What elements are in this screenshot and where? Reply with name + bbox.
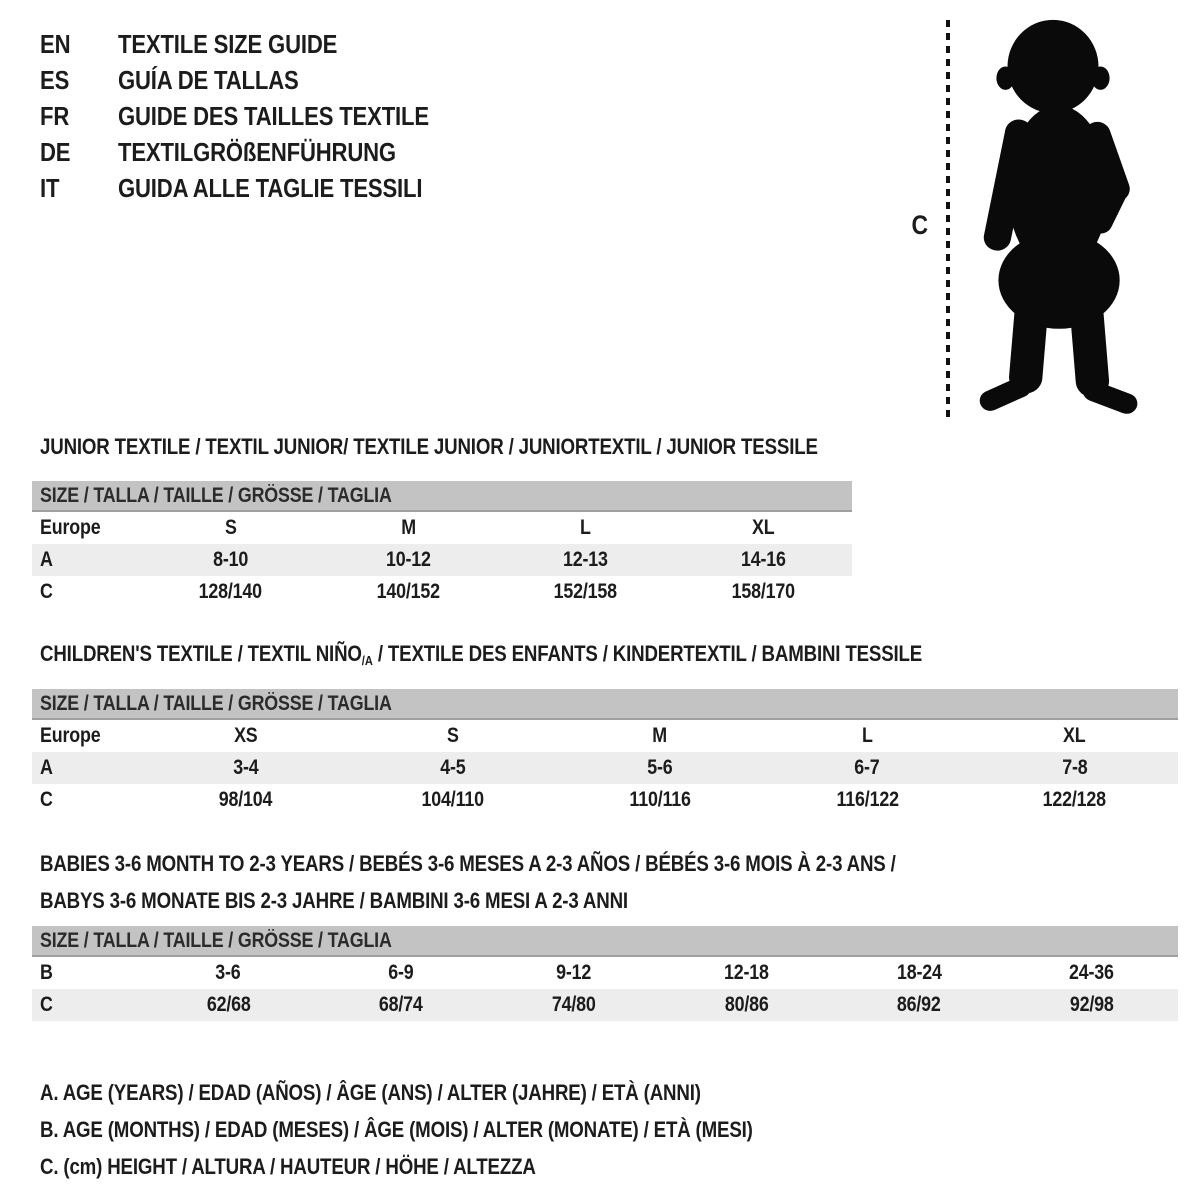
height-dashed-line xyxy=(946,20,950,422)
age-cell: 12-18 xyxy=(723,961,769,984)
babies-title-line1: BABIES 3-6 MONTH TO 2-3 YEARS / BEBÉS 3-6 MESES A 2-3 AÑOS / BÉBÉS 3-6 MOIS À 2-3 ANS / xyxy=(40,851,896,876)
height-cell: 158/170 xyxy=(731,580,795,603)
legend-text-c: C. (cm) HEIGHT / ALTURA / HAUTEUR / HÖHE / ALTEZZA xyxy=(40,1153,536,1179)
junior-section-title xyxy=(40,434,955,460)
babies-title-line2: BABYS 3-6 MONATE BIS 2-3 JAHRE / BAMBINI 3-6 MESI A 2-3 ANNI xyxy=(40,888,628,913)
language-code: EN xyxy=(40,28,71,59)
legend-text-b: B. AGE (MONTHS) / EDAD (MESES) / ÂGE (MOIS) / ALTER (MONATE) / ETÀ (MESI) xyxy=(40,1116,753,1142)
height-cell: 92/98 xyxy=(1069,993,1114,1016)
size-cell: M xyxy=(400,516,416,539)
table-row-age xyxy=(32,752,1178,784)
age-cell: 6-9 xyxy=(388,961,414,984)
age-cell: 4-5 xyxy=(440,756,466,779)
age-cell: 3-4 xyxy=(232,756,259,779)
size-cell: M xyxy=(652,724,668,747)
age-cell: 8-10 xyxy=(213,548,249,571)
guide-title-fr: GUIDE DES TAILLES TEXTILE xyxy=(118,100,429,131)
size-header-text: SIZE / TALLA / TAILLE / GRÖSSE / TAGLIA xyxy=(40,691,392,715)
height-cell: 122/128 xyxy=(1042,788,1107,811)
guide-title-it: GUIDA ALLE TAGLIE TESSILI xyxy=(118,172,423,203)
language-code: DE xyxy=(40,136,71,167)
children-title-pre: CHILDREN'S TEXTILE / TEXTIL NIÑO xyxy=(40,641,362,666)
legend-line-a xyxy=(40,1074,878,1111)
baby-silhouette-icon xyxy=(958,16,1150,424)
row-label-cell: Europe xyxy=(40,724,101,747)
size-header-bar xyxy=(32,481,852,512)
age-cell: 12-13 xyxy=(563,548,609,571)
age-cell: 10-12 xyxy=(385,548,431,571)
language-row-de xyxy=(40,134,484,170)
age-cell: 9-12 xyxy=(556,961,592,984)
height-cell: 86/92 xyxy=(897,993,941,1016)
legend-line-c xyxy=(40,1148,878,1185)
size-cell: XL xyxy=(1063,724,1086,747)
children-title-post: / TEXTILE DES ENFANTS / KINDERTEXTIL / BAMBINI TESSILE xyxy=(372,641,923,666)
height-cell: 80/86 xyxy=(724,993,769,1016)
babies-section-title xyxy=(40,845,1047,919)
children-section-title xyxy=(40,641,1078,667)
language-row-fr xyxy=(40,98,484,134)
row-label-cell: A xyxy=(40,548,53,571)
language-row-en xyxy=(40,26,484,62)
size-cell: S xyxy=(224,516,237,539)
age-cell: 24-36 xyxy=(1069,961,1115,984)
height-cell: 62/68 xyxy=(206,993,251,1016)
height-cell: 98/104 xyxy=(218,788,273,811)
height-cell: 140/152 xyxy=(376,580,440,603)
junior-section-title-text: JUNIOR TEXTILE / TEXTIL JUNIOR/ TEXTILE JUNIOR / JUNIORTEXTIL / JUNIOR TESSILE xyxy=(40,434,818,459)
language-code: IT xyxy=(40,172,60,203)
height-cell: 104/110 xyxy=(421,788,484,811)
row-label-cell: B xyxy=(40,961,53,984)
size-cell: XL xyxy=(752,516,775,539)
size-cell: S xyxy=(446,724,459,747)
age-cell: 18-24 xyxy=(896,961,942,984)
height-cell: 74/80 xyxy=(551,993,596,1016)
size-header-text: SIZE / TALLA / TAILLE / GRÖSSE / TAGLIA xyxy=(40,483,392,507)
table-row-age-months xyxy=(32,957,1178,989)
height-cell: 152/158 xyxy=(554,580,618,603)
row-label-cell: C xyxy=(40,788,53,811)
guide-title-es: GUÍA DE TALLAS xyxy=(118,64,299,95)
guide-title-de: TEXTILGRÖßENFÜHRUNG xyxy=(118,136,396,167)
size-cell: XS xyxy=(233,724,258,747)
size-cell: L xyxy=(861,724,873,747)
size-cell: L xyxy=(580,516,592,539)
table-row-age xyxy=(32,544,852,576)
language-code: ES xyxy=(40,64,70,95)
age-cell: 5-6 xyxy=(647,756,673,779)
measure-legend xyxy=(40,1074,878,1185)
language-code: FR xyxy=(40,100,70,131)
row-label-cell: C xyxy=(40,993,53,1016)
children-size-table xyxy=(32,689,1178,816)
age-cell: 7-8 xyxy=(1061,756,1088,779)
language-row-es xyxy=(40,62,484,98)
table-row-height xyxy=(32,989,1178,1021)
size-header-bar xyxy=(32,926,1178,957)
children-title-subscript: /A xyxy=(361,653,373,668)
row-label-cell: C xyxy=(40,580,53,603)
height-cell: 128/140 xyxy=(199,580,263,603)
height-measure-label: C xyxy=(911,210,928,240)
junior-size-table xyxy=(32,481,852,608)
language-title-list xyxy=(40,26,484,206)
height-cell: 68/74 xyxy=(379,993,423,1016)
table-row-europe xyxy=(32,512,852,544)
height-measure-figure xyxy=(898,14,1178,428)
row-label-cell: Europe xyxy=(40,516,101,539)
children-section-title-text xyxy=(40,641,922,667)
age-cell: 3-6 xyxy=(215,961,241,984)
legend-text-a: A. AGE (YEARS) / EDAD (AÑOS) / ÂGE (ANS) / ALTER (JAHRE) / ETÀ (ANNI) xyxy=(40,1079,701,1105)
guide-title-en: TEXTILE SIZE GUIDE xyxy=(118,28,338,59)
babies-size-table xyxy=(32,926,1178,1021)
table-row-europe xyxy=(32,720,1178,752)
height-cell: 116/122 xyxy=(836,788,899,811)
size-header-bar xyxy=(32,689,1178,720)
table-row-height xyxy=(32,784,1178,816)
age-cell: 14-16 xyxy=(740,548,786,571)
row-label-cell: A xyxy=(40,756,53,779)
table-row-height xyxy=(32,576,852,608)
size-header-text: SIZE / TALLA / TAILLE / GRÖSSE / TAGLIA xyxy=(40,928,392,952)
height-cell: 110/116 xyxy=(629,788,691,811)
legend-line-b xyxy=(40,1111,878,1148)
age-cell: 6-7 xyxy=(854,756,880,779)
language-row-it xyxy=(40,170,484,206)
